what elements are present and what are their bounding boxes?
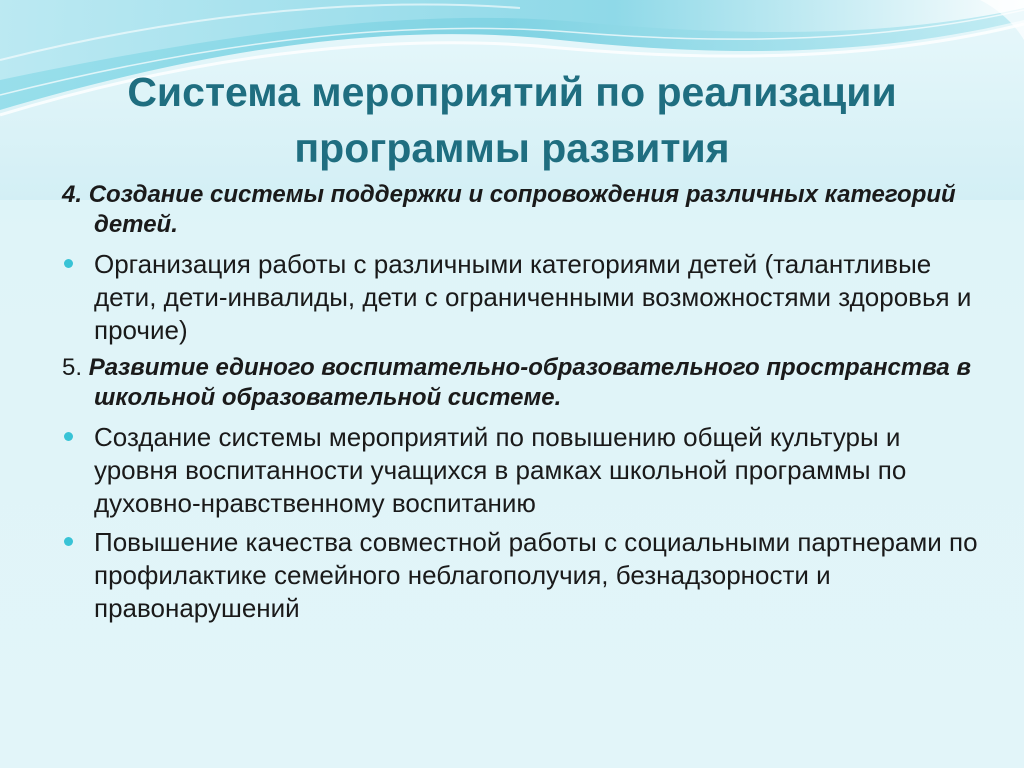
section-heading-text: Создание системы поддержки и сопровождения различных категорий детей. xyxy=(88,181,956,238)
section-number: 4. xyxy=(62,181,83,208)
slide-body xyxy=(62,180,982,631)
bullet-item xyxy=(62,248,982,347)
section-heading-text: Развитие единого воспитательно-образовательного пространства в школьной образовательной системе. xyxy=(88,354,971,411)
bullet-dot-icon xyxy=(64,259,73,268)
bullet-item xyxy=(62,421,982,520)
bullet-item xyxy=(62,526,982,625)
bullet-text: Создание системы мероприятий по повышению общей культуры и уровня воспитанности учащихся в рамках школьной программы по духовно-нравственному воспитанию xyxy=(94,422,907,518)
section-number: 5. xyxy=(62,354,83,381)
section-heading-5 xyxy=(62,353,982,413)
bullet-dot-icon xyxy=(64,537,73,546)
slide-title: Система мероприятий по реализации программы развития xyxy=(127,69,897,171)
bullet-dot-icon xyxy=(64,432,73,441)
section-heading-4 xyxy=(62,180,982,240)
bullet-text: Организация работы с различными категориями детей (талантливые дети, дети-инвалиды, дети с ограниченными возможностями здоровья и прочие) xyxy=(94,249,972,345)
bullet-text: Повышение качества совместной работы с социальными партнерами по профилактике семейного неблагополучия, безнадзорности и правонарушений xyxy=(94,527,978,623)
